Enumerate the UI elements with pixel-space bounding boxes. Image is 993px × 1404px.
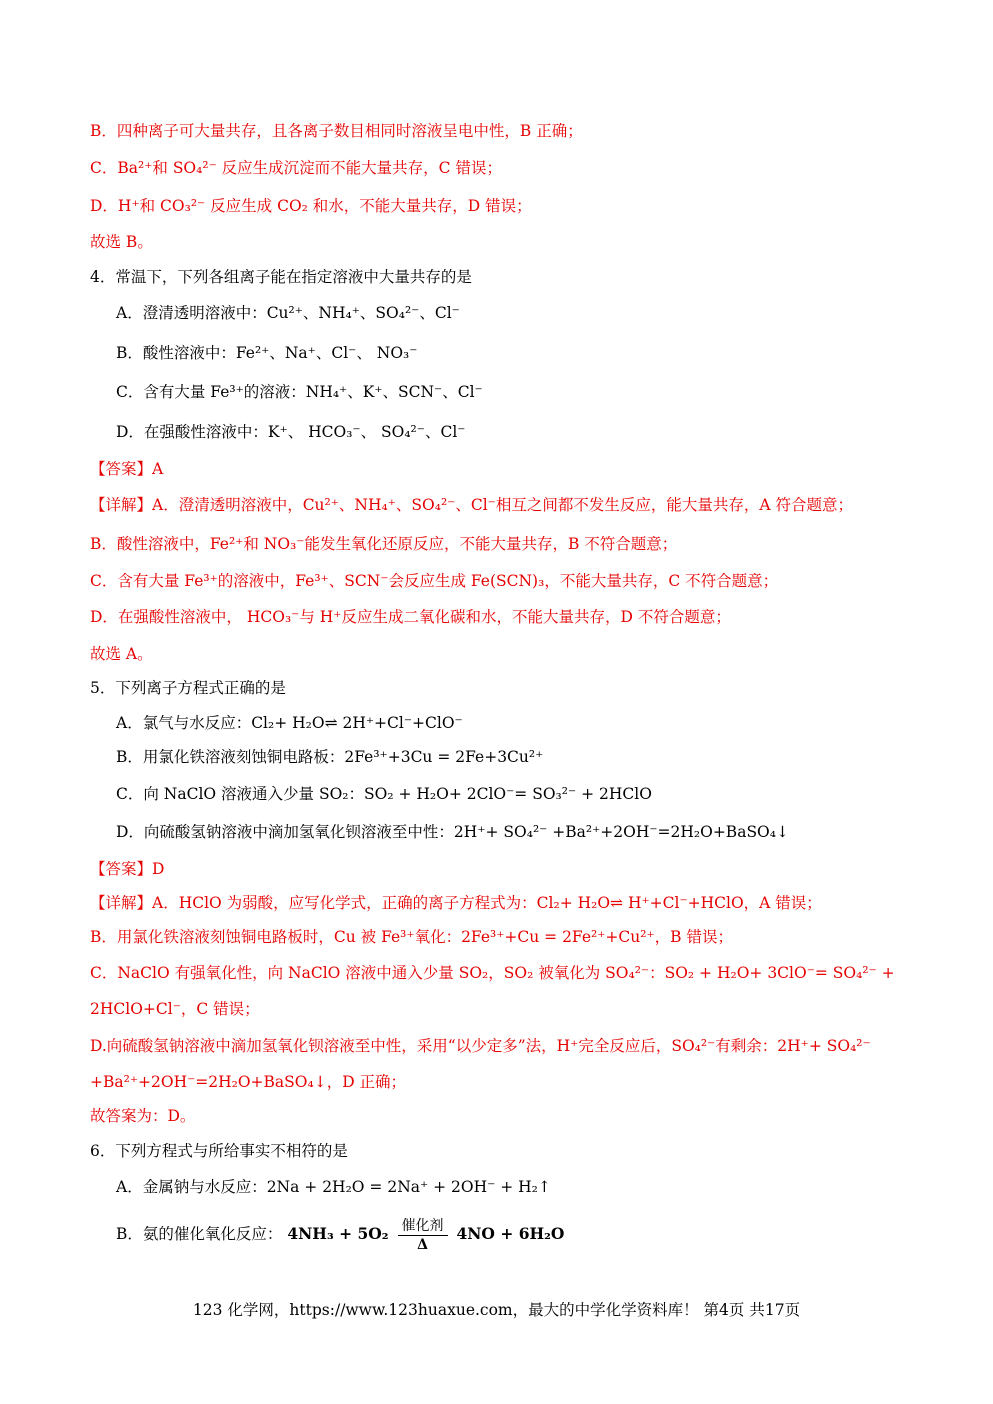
condition-catalyst: 催化剂 — [398, 1217, 448, 1236]
reaction-condition — [398, 1217, 448, 1254]
option-d: D．向硫酸氢钠溶液中滴加氢氧化钡溶液至中性：2H⁺+ SO₄²⁻ +Ba²⁺+2OH⁻=2H₂O+BaSO₄↓ — [116, 823, 789, 841]
option-a: A．金属钠与水反应：2Na + 2H₂O = 2Na⁺ + 2OH⁻ + H₂↑ — [116, 1178, 551, 1196]
explanation-line: 【详解】A．HClO 为弱酸，应写化学式，正确的离子方程式为：Cl₂+ H₂O⇌ H⁺+Cl⁻+HClO，A 错误； — [90, 894, 822, 912]
text-line: 故选 B。 — [90, 233, 153, 251]
conclusion-line: 故选 A。 — [90, 645, 153, 663]
option-c: C．含有大量 Fe³⁺的溶液：NH₄⁺、K⁺、SCN⁻、Cl⁻ — [116, 383, 483, 401]
answer-label: 【答案】D — [90, 860, 165, 878]
question-4-stem: 4．常温下，下列各组离子能在指定溶液中大量共存的是 — [90, 268, 472, 286]
option-b-equation — [116, 1214, 564, 1254]
option-a: A．氯气与水反应：Cl₂+ H₂O⇌ 2H⁺+Cl⁻+ClO⁻ — [116, 714, 463, 732]
explanation-line: B．酸性溶液中，Fe²⁺和 NO₃⁻能发生氧化还原反应，不能大量共存，B 不符合题意； — [90, 535, 678, 553]
explanation-line: 2HClO+Cl⁻，C 错误； — [90, 1000, 260, 1018]
question-5-stem: 5．下列离子方程式正确的是 — [90, 679, 286, 697]
option-b: B．用氯化铁溶液刻蚀铜电路板：2Fe³⁺+3Cu = 2Fe+3Cu²⁺ — [116, 748, 544, 766]
option-c: C．向 NaClO 溶液通入少量 SO₂：SO₂ + H₂O+ 2ClO⁻= SO₃²⁻ + 2HClO — [116, 785, 652, 803]
question-6-stem: 6．下列方程式与所给事实不相符的是 — [90, 1142, 348, 1160]
condition-heat: Δ — [417, 1236, 428, 1253]
answer-label: 【答案】A — [90, 460, 164, 478]
explanation-line: C．NaClO 有强氧化性，向 NaClO 溶液中通入少量 SO₂，SO₂ 被氧化为 SO₄²⁻：SO₂ + H₂O+ 3ClO⁻= SO₄²⁻ + — [90, 964, 895, 982]
page-footer: 123 化学网，https://www.123huaxue.com，最大的中学化学资料库！ 第4页 共17页 — [192, 1301, 801, 1319]
explanation-line: D.向硫酸氢钠溶液中滴加氢氧化钡溶液至中性，采用“以少定多”法，H⁺完全反应后，SO₄²⁻有剩余：2H⁺+ SO₄²⁻ — [90, 1037, 871, 1055]
text-line: B．四种离子可大量共存，且各离子数目相同时溶液呈电中性，B 正确； — [90, 122, 583, 140]
text-line: C．Ba²⁺和 SO₄²⁻ 反应生成沉淀而不能大量共存，C 错误； — [90, 159, 502, 177]
explanation-line: +Ba²⁺+2OH⁻=2H₂O+BaSO₄↓，D 正确； — [90, 1073, 407, 1091]
explanation-line: 【详解】A．澄清透明溶液中，Cu²⁺、NH₄⁺、SO₄²⁻、Cl⁻相互之间都不发生反应，能大量共存，A 符合题意； — [90, 496, 853, 514]
option-a: A．澄清透明溶液中：Cu²⁺、NH₄⁺、SO₄²⁻、Cl⁻ — [116, 304, 460, 322]
option-b: B．酸性溶液中：Fe²⁺、Na⁺、Cl⁻、 NO₃⁻ — [116, 344, 418, 362]
text-line: D．H⁺和 CO₃²⁻ 反应生成 CO₂ 和水，不能大量共存，D 错误； — [90, 197, 532, 215]
explanation-line: C．含有大量 Fe³⁺的溶液中，Fe³⁺、SCN⁻会反应生成 Fe(SCN)₃，不能大量共存，C 不符合题意； — [90, 572, 779, 590]
conclusion-line: 故答案为：D。 — [90, 1107, 196, 1125]
equation-products: 4NO + 6H₂O — [456, 1224, 565, 1243]
option-b-prefix: B．氨的催化氧化反应： — [116, 1225, 283, 1243]
option-d: D．在强酸性溶液中：K⁺、 HCO₃⁻、 SO₄²⁻、Cl⁻ — [116, 423, 466, 441]
equation-reactants: 4NH₃ + 5O₂ — [287, 1224, 389, 1243]
explanation-line: D．在强酸性溶液中， HCO₃⁻与 H⁺反应生成二氧化碳和水，不能大量共存，D 不符合题意； — [90, 608, 731, 626]
explanation-line: B．用氯化铁溶液刻蚀铜电路板时，Cu 被 Fe³⁺氧化：2Fe³⁺+Cu = 2Fe²⁺+Cu²⁺，B 错误； — [90, 928, 733, 946]
